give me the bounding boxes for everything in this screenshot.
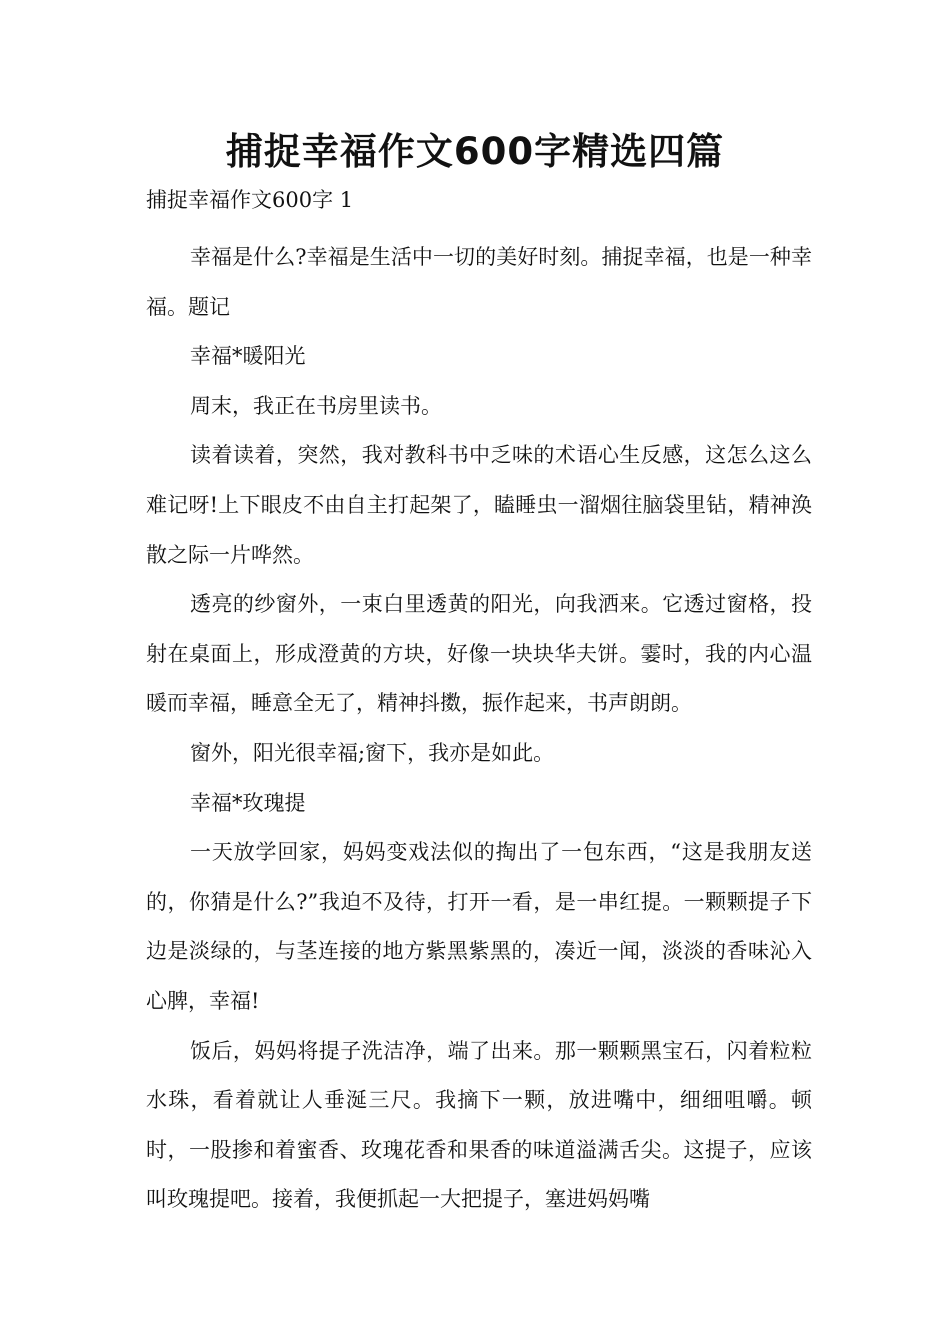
section-heading: 捕捉幸福作文600字 1 <box>146 188 354 212</box>
paragraph-intro: 幸福是什么?幸福是生活中一切的美好时刻。捕捉幸福，也是一种幸福。题记 <box>146 245 812 319</box>
paragraph: 窗外，阳光很幸福;窗下，我亦是如此。 <box>190 740 555 765</box>
paragraph: 周末，我正在书房里读书。 <box>190 393 442 418</box>
paragraph: 读着读着，突然，我对教科书中乏味的术语心生反感，这怎么这么难记呀!上下眼皮不由自主打起架了，瞌睡虫一溜烟往脑袋里钻，精神涣散之际一片哗然。 <box>146 443 812 567</box>
document-title: 捕捉幸福作文600字精选四篇 <box>225 130 725 173</box>
subheading-rose-grapes: 幸福*玫瑰提 <box>190 790 306 815</box>
paragraph: 饭后，妈妈将提子洗洁净，端了出来。那一颗颗黑宝石，闪着粒粒水珠，看着就让人垂涎三尺。我摘下一颗，放进嘴中，细细咀嚼。顿时，一股掺和着蜜香、玫瑰花香和果香的味道溢满舌尖。这提子，应该叫玫瑰提吧。接着，我便抓起一大把提子，塞进妈妈嘴 <box>146 1038 812 1212</box>
document-body <box>146 233 812 1225</box>
subheading-warm-sunshine: 幸福*暖阳光 <box>190 344 306 369</box>
paragraph: 透亮的纱窗外，一束白里透黄的阳光，向我洒来。它透过窗格，投射在桌面上，形成澄黄的方块，好像一块块华夫饼。霎时，我的内心温暖而幸福，睡意全无了，精神抖擞，振作起来，书声朗朗。 <box>146 592 812 716</box>
paragraph: 一天放学回家，妈妈变戏法似的掏出了一包东西，“这是我朋友送的，你猜是什么?”我迫不及待，打开一看，是一串红提。一颗颗提子下边是淡绿的，与茎连接的地方紫黑紫黑的，凑近一闻，淡淡的香味沁入心脾，幸福! <box>146 840 812 1013</box>
